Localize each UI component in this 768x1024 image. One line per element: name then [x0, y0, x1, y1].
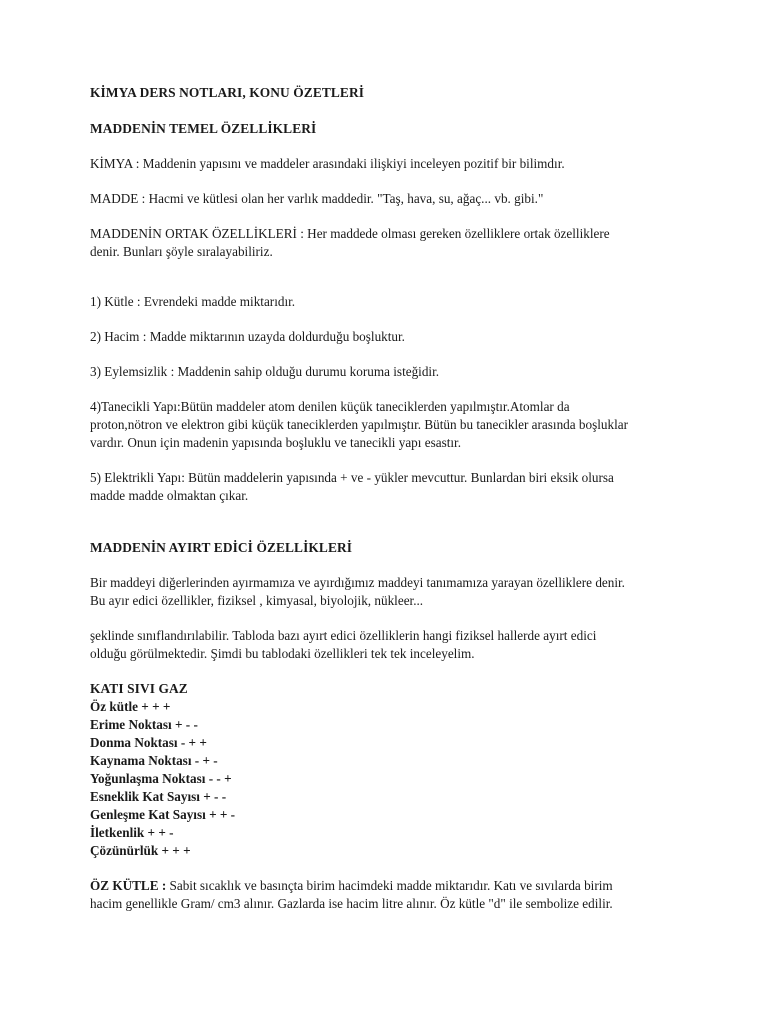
paragraph-line-text: Sabit sıcaklık ve basınçta birim hacimdeki madde miktarıdır. Katı ve sıvılarda birim [169, 878, 613, 893]
document-title: KİMYA DERS NOTLARI, KONU ÖZETLERİ [90, 85, 365, 100]
ortak-ozellikler-paragraph [90, 225, 690, 261]
table-row-values: + + + [141, 699, 171, 714]
table-header: KATI SIVI GAZ [90, 681, 188, 696]
paragraph-line: Bu ayır edici özellikler, fiziksel , kimyasal, biyolojik, nükleer... [90, 593, 424, 608]
table-row-values: - - + [208, 771, 232, 786]
paragraph-line: proton,nötron ve elektron gibi küçük taneciklerden yapılmıştır. Bütün bu tanecikler arasında boşluklar [90, 417, 628, 432]
table-row [90, 806, 690, 824]
table-row [90, 734, 690, 752]
section-heading-ayirt-edici: MADDENİN AYIRT EDİCİ ÖZELLİKLERİ [90, 540, 353, 555]
list-item-eylemsizlik: 3) Eylemsizlik : Maddenin sahip olduğu durumu koruma isteğidir. [90, 364, 440, 379]
paragraph-line: 5) Elektrikli Yapı: Bütün maddelerin yapısında + ve - yükler mevcuttur. Bunlardan biri eksik olursa [90, 470, 614, 485]
paragraph-line: 4)Tanecikli Yapı:Bütün maddeler atom denilen küçük taneciklerden yapılmıştır.Atomlar da [90, 399, 570, 414]
paragraph-line: vardır. Onun için madenin yapısında boşluklu ve tanecikli yapı esastır. [90, 435, 462, 450]
paragraph-line: denir. Bunları şöyle sıralayabiliriz. [90, 244, 273, 259]
table-row-label: Çözünürlük [90, 843, 159, 858]
table-row-label: İletkenlik [90, 825, 145, 840]
paragraph-line: olduğu görülmektedir. Şimdi bu tablodaki özellikleri tek tek inceleyelim. [90, 646, 475, 661]
paragraph-line: madde madde olmaktan çıkar. [90, 488, 249, 503]
paragraph-line: Bir maddeyi diğerlerinden ayırmamıza ve ayırdığımız maddeyi tanımamıza yarayan özelliklere denir. [90, 575, 625, 590]
properties-table [90, 680, 690, 860]
table-row-values: + + + [161, 843, 191, 858]
section-heading-temel: MADDENİN TEMEL ÖZELLİKLERİ [90, 121, 317, 136]
table-row-label: Öz kütle [90, 699, 138, 714]
table-row-values: - + - [194, 753, 218, 768]
table-row-values: + - - [174, 717, 198, 732]
paragraph-line: MADDENİN ORTAK ÖZELLİKLERİ : Her maddede olması gereken özelliklere ortak özelliklere [90, 226, 610, 241]
paragraph-line: hacim genellikle Gram/ cm3 alınır. Gazlarda ise hacim litre alınır. Öz kütle "d" ile sembolize edilir. [90, 896, 613, 911]
list-item-elektrikli-yapi [90, 469, 690, 505]
table-row-values: + - - [203, 789, 227, 804]
table-row-label: Genleşme Kat Sayısı [90, 807, 206, 822]
table-row-label: Kaynama Noktası [90, 753, 192, 768]
madde-definition: MADDE : Hacmi ve kütlesi olan her varlık maddedir. "Taş, hava, su, ağaç... vb. gibi." [90, 191, 544, 206]
table-row [90, 788, 690, 806]
table-row [90, 842, 690, 860]
table-row [90, 716, 690, 734]
table-row-values: + + - [209, 807, 236, 822]
siniflandirma-paragraph [90, 627, 690, 663]
table-row [90, 698, 690, 716]
oz-kutle-paragraph [90, 877, 690, 913]
list-item-kutle: 1) Kütle : Evrendeki madde miktarıdır. [90, 294, 296, 309]
document-page [90, 84, 690, 913]
table-row-values: + + - [147, 825, 174, 840]
table-row-label: Yoğunlaşma Noktası [90, 771, 206, 786]
list-item-tanecikli-yapi [90, 398, 690, 452]
paragraph-line: şeklinde sınıflandırılabilir. Tabloda bazı ayırt edici özelliklerin hangi fiziksel hallerde ayırt edici [90, 628, 597, 643]
oz-kutle-label: ÖZ KÜTLE : [90, 878, 167, 893]
table-row [90, 752, 690, 770]
table-row-values: - + + [180, 735, 207, 750]
table-row-label: Esneklik Kat Sayısı [90, 789, 200, 804]
table-row [90, 824, 690, 842]
table-row [90, 770, 690, 788]
table-row-label: Erime Noktası [90, 717, 172, 732]
list-item-hacim: 2) Hacim : Madde miktarının uzayda doldurduğu boşluktur. [90, 329, 405, 344]
table-rows [90, 698, 690, 860]
kimya-definition: KİMYA : Maddenin yapısını ve maddeler arasındaki ilişkiyi inceleyen pozitif bir bilimdır. [90, 156, 565, 171]
paragraph-line [90, 877, 690, 895]
ayirt-edici-intro [90, 574, 690, 610]
table-row-label: Donma Noktası [90, 735, 178, 750]
